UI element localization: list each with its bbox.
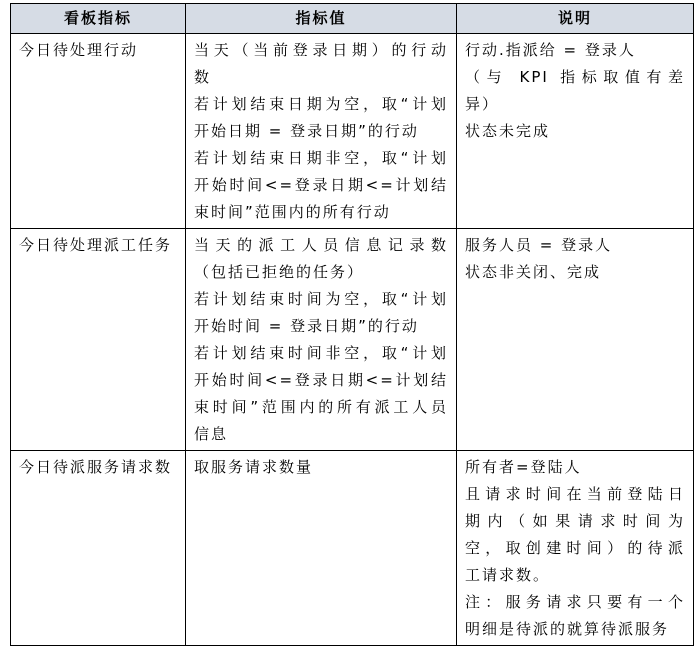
description-cell xyxy=(457,451,694,646)
text-line: （包括已拒绝的任务） xyxy=(194,263,365,281)
text-line: 状态非关闭、完成 xyxy=(465,263,602,281)
text-line: 且请求时间在当前登陆日 xyxy=(465,485,685,503)
value-cell xyxy=(186,229,457,451)
text-line: 注：服务请求只要有一个 xyxy=(465,593,685,611)
indicator-name: 今日待处理派工任务 xyxy=(19,236,173,254)
table-header-row xyxy=(11,4,694,34)
text-paragraph xyxy=(465,481,685,589)
text-line: 服务人员 = 登录人 xyxy=(465,236,613,254)
text-paragraph xyxy=(465,454,685,481)
text-line: 行动.指派给 = 登录人 xyxy=(465,41,636,59)
text-line: 异） xyxy=(465,95,500,113)
header-cell-description: 说明 xyxy=(457,4,694,34)
text-line: 数 xyxy=(194,68,212,86)
text-line: 若计划结束时间为空，取“计划 xyxy=(194,290,448,308)
text-line: （与 KPI 指标取值有差 xyxy=(465,68,685,86)
text-paragraph xyxy=(194,91,448,145)
value-cell xyxy=(186,451,457,646)
text-paragraph xyxy=(194,454,448,481)
indicator-name: 今日待处理行动 xyxy=(19,41,139,59)
text-line: 若计划结束时间非空，取“计划 xyxy=(194,344,448,362)
text-line: 开始时间 = 登录日期”的行动 xyxy=(194,317,419,335)
description-cell xyxy=(457,34,694,229)
text-line: 若计划结束日期为空，取“计划 xyxy=(194,95,448,113)
text-line: 开始时间<=登录日期<=计划结 xyxy=(194,176,448,194)
kpi-definition-table xyxy=(10,3,694,646)
table-row xyxy=(11,34,694,229)
text-paragraph xyxy=(465,64,685,118)
header-cell-indicator: 看板指标 xyxy=(11,4,186,34)
text-line: 所有者=登陆人 xyxy=(465,458,582,476)
text-paragraph xyxy=(465,589,685,643)
header-cell-value: 指标值 xyxy=(186,4,457,34)
indicator-cell xyxy=(11,451,186,646)
description-cell xyxy=(457,229,694,451)
text-paragraph xyxy=(465,259,685,286)
indicator-cell xyxy=(11,34,186,229)
indicator-name: 今日待派服务请求数 xyxy=(19,458,173,476)
text-paragraph xyxy=(194,145,448,226)
text-line: 工请求数。 xyxy=(465,566,551,584)
table-row xyxy=(11,451,694,646)
text-line: 束时间”范围内的所有行动 xyxy=(194,203,391,221)
value-cell xyxy=(186,34,457,229)
text-paragraph xyxy=(194,37,448,91)
text-line: 开始日期 = 登录日期”的行动 xyxy=(194,122,419,140)
text-line: 空，取创建时间）的待派 xyxy=(465,539,685,557)
text-line: 当天（当前登录日期）的行动 xyxy=(194,41,448,59)
text-line: 束时间”范围内的所有派工人员 xyxy=(194,398,448,416)
text-paragraph xyxy=(194,232,448,286)
text-line: 信息 xyxy=(194,425,229,443)
text-paragraph xyxy=(465,37,685,64)
text-paragraph xyxy=(194,340,448,448)
table-row xyxy=(11,229,694,451)
text-line: 若计划结束日期非空，取“计划 xyxy=(194,149,448,167)
text-line: 取服务请求数量 xyxy=(194,458,314,476)
text-line: 期内（如果请求时间为 xyxy=(465,512,685,530)
text-paragraph xyxy=(465,118,685,145)
text-line: 开始时间<=登录日期<=计划结 xyxy=(194,371,448,389)
indicator-cell xyxy=(11,229,186,451)
text-paragraph xyxy=(194,286,448,340)
text-line: 当天的派工人员信息记录数 xyxy=(194,236,448,254)
text-paragraph xyxy=(465,232,685,259)
text-line: 明细是待派的就算待派服务 xyxy=(465,620,670,638)
text-line: 状态未完成 xyxy=(465,122,551,140)
